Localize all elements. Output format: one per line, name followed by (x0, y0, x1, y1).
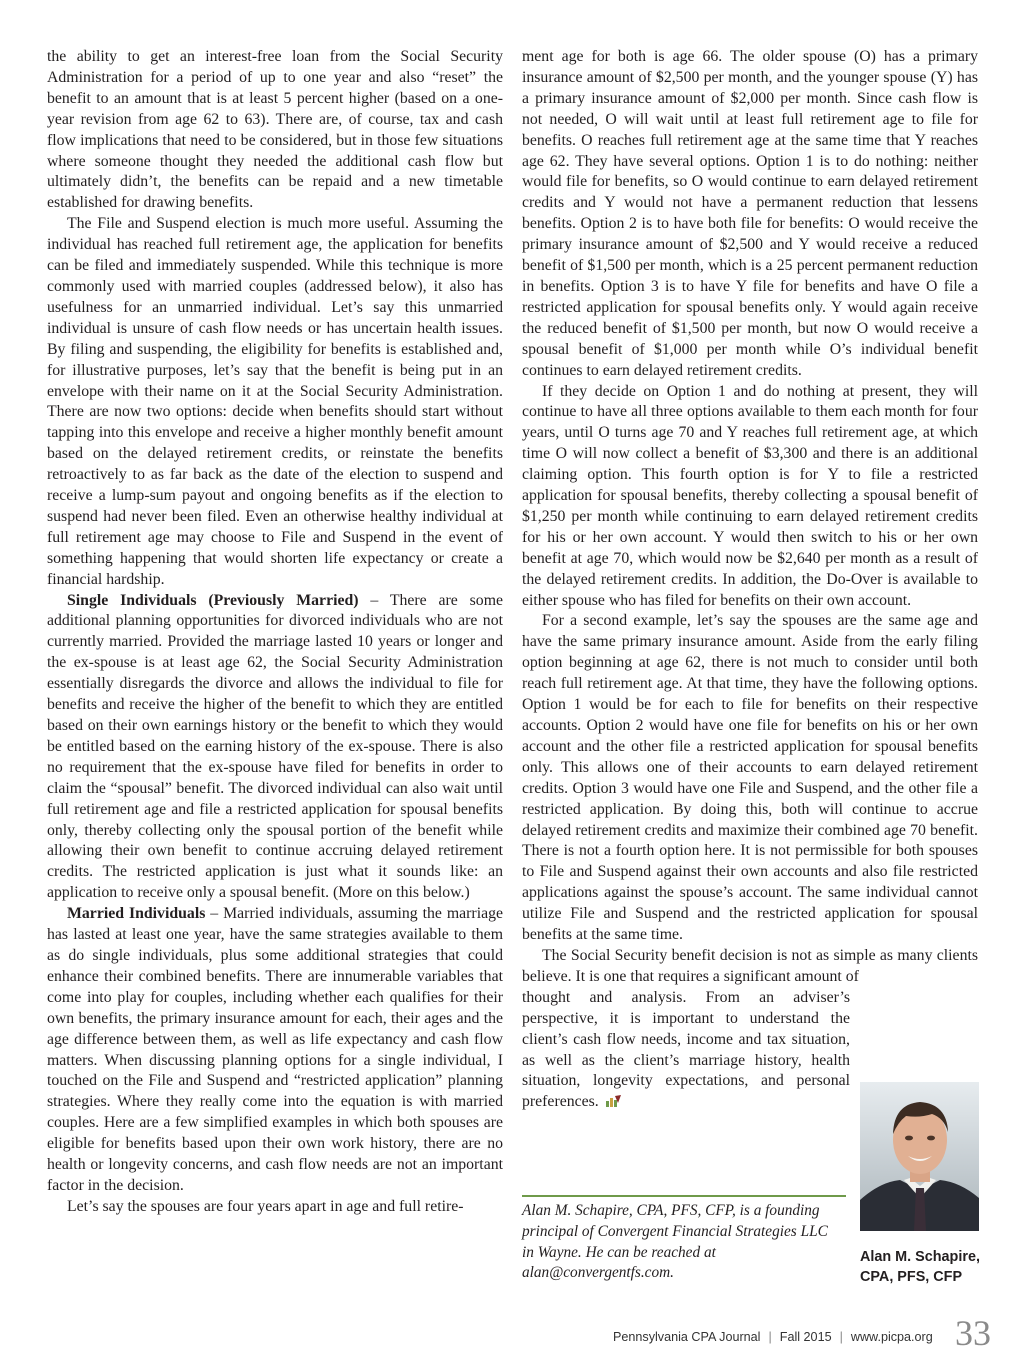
left-column (47, 47, 503, 1218)
page-footer (613, 1322, 933, 1352)
section-heading-single-individuals: Single Individuals (Previously Married) (67, 591, 359, 609)
author-photo (860, 1082, 979, 1231)
footer-separator: | (839, 1330, 843, 1344)
paragraph: ment age for both is age 66. The older spouse (O) has a primary insurance amount of $2,500 per month, and the younger spouse (Y) has a primary insurance amount of $2,000 per month. Since cash flow is not needed, O will wait until at least full retirement age to file for benefits. O reaches full retirement age at the same time that Y reaches age 62. They have several options. Option 1 is to do nothing: neither would file for benefits, so O would continue to earn delayed retirement credits and Y would not have a permanent reduction that lessens benefits. Option 2 is to have both file for benefits: O would receive the primary insurance amount of $2,500 and Y would receive a reduced benefit of $1,500 per month, which is a 25 percent permanent reduction in benefits. Option 3 is to have Y file for benefits and have O file a restricted application for spousal benefits only. Y would again receive the reduced benefit of $1,500 per month, but now O would receive a spousal benefit of $1,000 per month while O’s individual benefit continues to earn delayed retirement credits. (522, 48, 978, 379)
author-bio: Alan M. Schapire, CPA, PFS, CFP, is a founding principal of Convergent Financial Strategies LLC in Wayne. He can be reached at alan@convergentfs.com. (522, 1202, 828, 1282)
paragraph: the ability to get an interest-free loan from the Social Security Administration for a period of up to one year and also “reset” the benefit to an amount that is at least 5 percent higher (based on a one-year revision from age 62 to 63). There are, of course, tax and cash flow implications that need to be considered, but in those few situations where someone thought they needed the additional cash flow but ultimately didn’t, the benefits can be repaid and a new timetable established for drawing benefits. (47, 48, 503, 212)
footer-website: www.picpa.org (850, 1330, 933, 1344)
paragraph: Let’s say the spouses are four years apart in age and full retire- (67, 1197, 464, 1215)
paragraph: If they decide on Option 1 and do nothing at present, they will continue to have all three options available to them each month for four years, until O turns age 70 and Y reaches full retirement age, at which time O will now collect a benefit of $3,300 and there is an additional claiming option. This fourth option is for Y to file a restricted application for spousal benefits, thereby collecting a spousal benefit of $1,250 per month while continuing to earn delayed retirement credits for his or her own account. Y would then switch to his or her own benefit at age 70, which would now be $2,640 per month as a result of the delayed retirement credits. In addition, the Do-Over is available to either spouse who has filed for benefits on their own account. (522, 382, 978, 609)
paragraph-text: – There are some additional planning opportunities for divorced individuals who are not currently married. Provided the marriage lasted 10 years or longer and the ex-spouse is at least age 62, the Social Security Administration essentially disregards the divorce and allows the individual to file for benefits and receive the higher of the benefit to which they are entitled based on their own earnings history or the benefit to which they would be entitled based on the earning history of the ex-spouse. There is also no requirement that the ex-spouse have filed for benefits in order to claim the “spousal” benefit. The divorced individual can also wait until full retirement age and file a restricted application for spousal benefits only, thereby collecting only the spousal portion of the benefit while allowing their own benefit to continue accruing delayed retirement credits. The restricted application is just what it sounds like: an application to receive only a spousal benefit. (More on this below.) (47, 591, 503, 902)
paragraph-wrapped (522, 988, 850, 1113)
paragraph (47, 591, 503, 905)
caption-credentials: CPA, PFS, CFP (860, 1269, 963, 1285)
paragraph-text: – Married individuals, assuming the marriage has lasted at least one year, have the same strategies available to them as do single individuals, plus some additional strategies that could enhance their combined benefits. There are innumerable variables that come into play for couples, including whether each qualifies for their own benefits, the primary insurance amount for each, their ages and the age difference between them, as well as life expectancy and cash flow matters. When discussing planning options for a single individual, I touched on the File and Suspend and “restricted application” planning strategies. Where they really come into the equation is with married couples. Here are a few simplified examples in which both spouses are eligible for benefits based upon their own work history, there are no health or longevity concerns, and cash flow needs are not an important factor in the decision. (47, 905, 503, 1194)
footer-journal-title: Pennsylvania CPA Journal (613, 1330, 761, 1344)
bio-divider (522, 1195, 846, 1197)
paragraph (47, 904, 503, 1197)
page-number: 33 (955, 1313, 991, 1353)
footer-separator: | (768, 1330, 772, 1344)
paragraph: The Social Security benefit decision is not as simple as many clients believe. It is one that requires a significant amount of (522, 946, 978, 985)
caption-name: Alan M. Schapire, (860, 1249, 980, 1265)
right-column (522, 47, 978, 1113)
paragraph: The File and Suspend election is much more useful. Assuming the individual has reached full retirement age, the application for benefits can be filed and immediately suspended. While this technique is more commonly used with married couples (addressed below), it also has usefulness for an unmarried individual. Let’s say this unmarried individual is unsure of cash flow needs or has uncertain health issues. By filing and suspending, the eligibility for benefits is established and, for illustrative purposes, let’s say that the benefit is being put in an envelope with their name on it at the Social Security Administration. There are now two options: decide when benefits should start without tapping into this envelope and receive a higher monthly benefit amount based on the delayed retirement credits, or reinstate the benefits retroactively to as far back as the date of the election to suspend and receive a lump-sum payout and ongoing benefits as if the election to suspend had never been filed. Even an otherwise healthy individual at full retirement age may choose to File and Suspend in the event of something happening that would shorten life expectancy or create a financial hardship. (47, 215, 503, 588)
author-portrait-image (860, 1082, 979, 1231)
end-of-article-icon (605, 1094, 623, 1108)
photo-caption (860, 1247, 990, 1287)
paragraph-text: thought and analysis. From an adviser’s perspective, it is important to understand the client’s cash flow needs, income and tax situation, as well as the client’s marriage history, health situation, longevity expectations, and personal preferences. (522, 988, 850, 1111)
section-heading-married-individuals: Married Individuals (67, 905, 206, 923)
footer-issue: Fall 2015 (779, 1330, 832, 1344)
paragraph: For a second example, let’s say the spouses are the same age and have the same primary insurance amount. Aside from the early filing option beginning at age 62, there is not much to consider until both reach full retirement age. At that time, they have the following options. Option 1 would be for each to file for benefits on their respective accounts. Option 2 would have one file for benefits on his or her own account and the other file a restricted application for spousal benefits only. This allows one of their accounts to earn delayed retirement credits. Option 3 would have one File and Suspend, and the other file a restricted application. By doing this, both will continue to accrue delayed retirement credits and maximize their combined age 70 benefit. There is not a fourth option here. It is not permissible for both spouses to File and Suspend against their own accounts and also file restricted applications against the spouse’s account. The same individual cannot utilize File and Suspend and the restricted application for spousal benefits at the same time. (522, 612, 978, 944)
